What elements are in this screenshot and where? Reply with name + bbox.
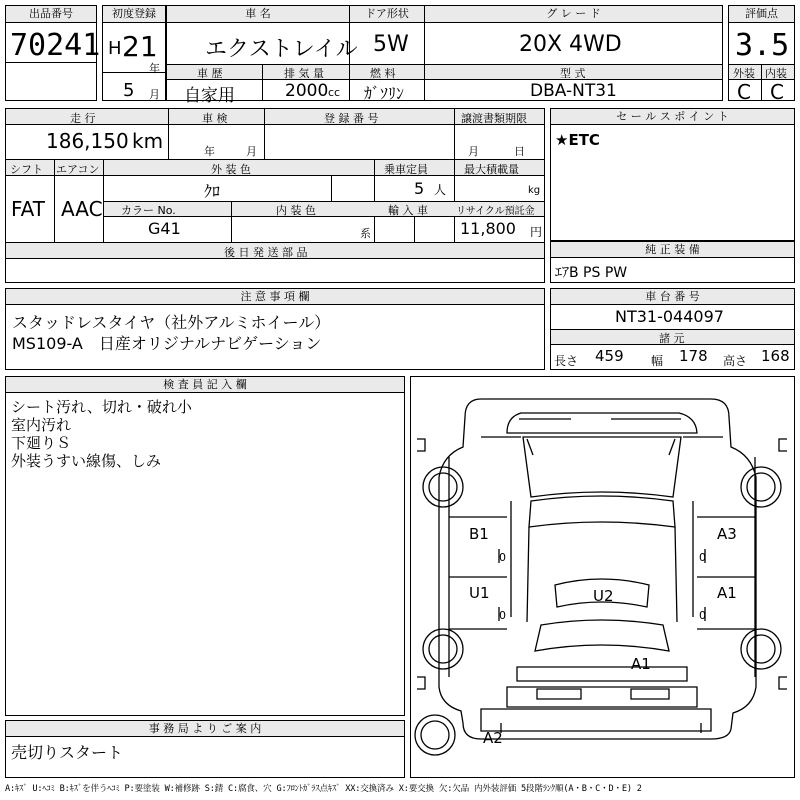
model-label: 型 式 xyxy=(560,67,586,80)
grade: 20X 4WD xyxy=(519,32,622,57)
door-mark-4: 0 xyxy=(699,609,706,622)
door-type: 5W xyxy=(373,32,409,57)
recycle-unit: 円 xyxy=(530,225,543,239)
max-load-label: 最大積載量 xyxy=(464,163,519,176)
damage-mark-a1-rear: A1 xyxy=(631,655,651,673)
reg-year: 21 xyxy=(122,30,158,63)
exterior-label: 外装 xyxy=(733,67,755,80)
first-reg-box xyxy=(102,5,166,101)
width-label: 幅 xyxy=(651,354,664,368)
displacement-unit: cc xyxy=(328,86,341,99)
chassis-number: NT31-044097 xyxy=(615,307,724,326)
height: 168 xyxy=(761,347,790,365)
damage-mark-u2: U2 xyxy=(593,587,614,605)
lot-label: 出品番号 xyxy=(6,6,96,23)
door-mark-2: 0 xyxy=(699,551,706,564)
capacity-label: 乗車定員 xyxy=(384,163,428,176)
insp-year-unit: 年 xyxy=(204,145,215,158)
import-label: 輸 入 車 xyxy=(388,204,428,217)
transfer-month-unit: 月 xyxy=(468,145,479,158)
color-no-label: カラー No. xyxy=(121,204,176,217)
chassis-label: 車 台 番 号 xyxy=(551,289,794,305)
exterior-grade: C xyxy=(737,80,751,104)
car-name-label: 車 名 xyxy=(167,6,349,23)
damage-mark-b1: B1 xyxy=(469,525,489,543)
shift-label: シフト xyxy=(10,163,43,176)
damage-mark-a1-right: A1 xyxy=(717,584,737,602)
length: 459 xyxy=(595,347,624,365)
door-mark-1: 0 xyxy=(499,551,506,564)
length-label: 長さ xyxy=(554,354,579,368)
damage-mark-a2: A2 xyxy=(483,729,503,747)
ext-color: ｸﾛ xyxy=(204,182,221,201)
color-no: G41 xyxy=(148,219,181,238)
mileage: 186,150 xyxy=(46,129,129,153)
lot-box xyxy=(5,5,101,101)
transfer-label: 譲渡書類期限 xyxy=(461,112,527,125)
year-unit: 年 xyxy=(149,62,160,75)
door-mark-3: 0 xyxy=(499,609,506,622)
sales-points-box xyxy=(550,108,795,241)
sales-label: セ ー ル ス ポ イ ン ト xyxy=(551,109,794,125)
office-box xyxy=(5,720,405,778)
era: H xyxy=(108,38,122,59)
score: 3.5 xyxy=(735,28,790,63)
history-label: 車 歴 xyxy=(197,67,223,80)
later-parts-label: 後 日 発 送 部 品 xyxy=(224,246,308,259)
dims-label: 諸 元 xyxy=(659,332,685,345)
insp-month-unit: 月 xyxy=(246,145,257,158)
ac: AAC xyxy=(61,197,103,221)
shift: FAT xyxy=(11,197,46,221)
fuel: ｶﾞｿﾘﾝ xyxy=(364,84,405,103)
grade-label: グ レ ー ド xyxy=(425,6,722,23)
notes-box xyxy=(5,288,545,370)
int-color-label: 内 装 色 xyxy=(276,204,316,217)
inspector-line-4: 外装うすい線傷、しみ xyxy=(11,452,162,470)
ext-color-label: 外 装 色 xyxy=(211,163,251,176)
chassis-box xyxy=(550,288,795,370)
max-load-unit: kg xyxy=(528,185,541,196)
damage-mark-a3: A3 xyxy=(717,525,737,543)
sales-text: ★ETC xyxy=(555,131,600,149)
notes-line-1: スタッドレスタイヤ（社外アルミホイール） xyxy=(12,313,331,332)
equipment-label: 純 正 装 備 xyxy=(551,242,794,258)
fuel-label: 燃 料 xyxy=(370,67,396,80)
office-text: 売切りスタート xyxy=(11,743,124,762)
lot-number: 70241 xyxy=(10,28,101,63)
month-unit: 月 xyxy=(149,88,160,101)
notes-label: 注 意 事 項 欄 xyxy=(6,289,544,305)
vehicle-info-box xyxy=(166,5,723,106)
score-label: 評価点 xyxy=(729,6,794,23)
recycle: 11,800 xyxy=(460,219,516,238)
int-color-suffix: 系 xyxy=(360,227,371,240)
height-label: 高さ xyxy=(723,354,748,368)
reg-label: 登 録 番 号 xyxy=(324,112,379,125)
door-label: ドア形状 xyxy=(350,6,424,23)
mileage-unit: km xyxy=(132,129,164,153)
equipment-box xyxy=(550,241,795,283)
interior-label: 内装 xyxy=(765,67,787,80)
inspector-line-3: 下廻りＳ xyxy=(11,434,72,452)
first-reg-label: 初度登録 xyxy=(103,6,165,23)
notes-line-2: MS109-A 日産オリジナルナビゲーション xyxy=(12,334,322,353)
capacity: 5 xyxy=(414,179,425,198)
inspection-label: 車 検 xyxy=(202,112,228,125)
mileage-label: 走 行 xyxy=(70,112,96,125)
car-name: エクストレイル xyxy=(205,37,358,62)
inspector-label: 検 査 員 記 入 欄 xyxy=(6,377,404,393)
office-label: 事 務 局 よ り ご 案 内 xyxy=(6,721,404,737)
car-diagram xyxy=(410,376,795,778)
inspector-line-2: 室内汚れ xyxy=(11,416,72,434)
damage-mark-u1: U1 xyxy=(469,584,490,602)
displacement: 2000 xyxy=(285,81,329,101)
displacement-label: 排 気 量 xyxy=(284,67,324,80)
car-outline xyxy=(411,377,794,777)
recycle-label: リサイクル預託金 xyxy=(456,206,535,217)
interior-grade: C xyxy=(770,80,784,104)
capacity-unit: 人 xyxy=(434,183,447,197)
reg-month: 5 xyxy=(123,80,135,101)
ac-label: エアコン xyxy=(56,163,100,176)
equipment-text: ｴｱB PS PW xyxy=(555,265,628,281)
inspector-line-1: シート汚れ、切れ・破れ小 xyxy=(11,398,192,416)
details-box xyxy=(5,108,545,283)
width: 178 xyxy=(679,347,708,365)
transfer-day-unit: 日 xyxy=(514,145,525,158)
history: 自家用 xyxy=(184,86,235,106)
model: DBA-NT31 xyxy=(530,81,617,101)
score-box xyxy=(728,5,795,104)
inspector-box xyxy=(5,376,405,716)
legend: A:ｷｽﾞ U:ﾍｺﾐ B:ｷｽﾞを伴うﾍｺﾐ P:要塗装 W:補修跡 S:錆 C:腐食、穴 G:ﾌﾛﾝﾄｶﾞﾗｽ点ｷｽﾞ XX:交換済み X:要交換 欠:欠品 内外装評価 5段階ﾗﾝｸ順(A・B・C・D・E) 2 xyxy=(5,784,642,794)
